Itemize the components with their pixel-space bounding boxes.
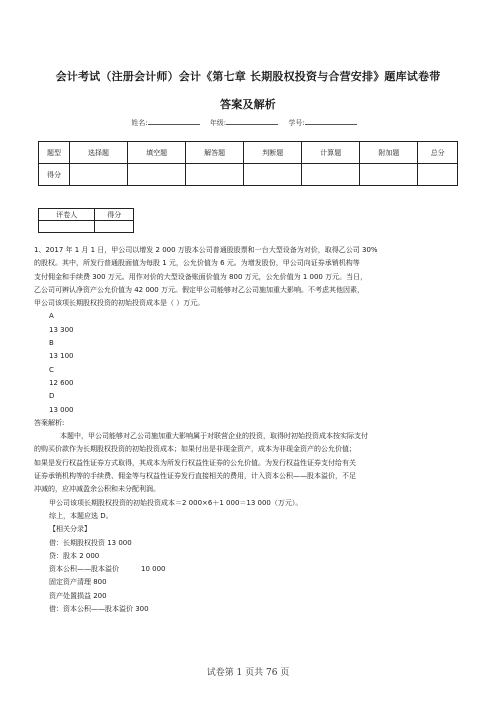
journal-entry xyxy=(34,550,464,563)
option-letter-a[interactable]: A xyxy=(49,312,54,321)
score-cell[interactable] xyxy=(128,164,186,186)
option-value-c: 12 600 xyxy=(49,378,74,387)
journal-entry-text: 贷：股本 2 000 xyxy=(49,551,100,560)
number-label: 学号: xyxy=(288,119,305,127)
analysis-conclusion: 综上，本题应选 D。 xyxy=(49,511,113,520)
number-blank[interactable] xyxy=(305,117,357,125)
grader-table xyxy=(38,208,134,233)
score-table xyxy=(38,141,458,186)
option-value-b: 13 100 xyxy=(49,352,74,361)
score-cell[interactable] xyxy=(70,164,128,186)
score-cell[interactable] xyxy=(186,164,244,186)
question-line: 甲公司该项长期股权投资的初始投资成本是（ ）万元。 xyxy=(34,299,205,308)
score-header-cell: 选择题 xyxy=(70,142,128,164)
question-line: 1、2017 年 1 月 1 日，甲公司以增发 2 000 万股本公司普通股股票和一台大型设备为对价，取得乙公司 30% xyxy=(34,246,378,254)
score-header-cell: 计算题 xyxy=(302,142,360,164)
option-value-d: 13 000 xyxy=(49,405,74,414)
journal-entry-text: 借：长期股权投资 13 000 xyxy=(49,538,132,547)
score-header-cell: 题型 xyxy=(39,142,70,164)
journal-entry xyxy=(34,537,464,550)
grader-header-row xyxy=(39,209,134,221)
score-cell[interactable] xyxy=(418,164,458,186)
option-value-a: 13 300 xyxy=(49,325,74,334)
exam-title-line1: 会计考试（注册会计师）会计《第七章 长期股权投资与合营安排》题库试卷带 xyxy=(55,70,441,83)
page-footer: 试卷第 1 页共 76 页 xyxy=(206,668,290,678)
exam-title-line2: 答案及解析 xyxy=(220,98,276,111)
score-cell[interactable] xyxy=(244,164,302,186)
journal-entry xyxy=(34,563,464,576)
score-value-row xyxy=(39,164,458,186)
journal-entry-text: 资本公积——股本溢价 xyxy=(49,565,119,574)
option-letter-d[interactable]: D xyxy=(49,392,55,401)
option-letter-c[interactable]: C xyxy=(49,365,54,374)
score-header-cell: 判断题 xyxy=(244,142,302,164)
journal-entry xyxy=(34,576,464,589)
question-line: 的股权。其中，所发行普通股面值为每股 1 元，公允价值为 6 元。为增发股份，甲公司向证券承销机构等 xyxy=(34,259,360,268)
score-header-cell: 填空题 xyxy=(128,142,186,164)
analysis-line: 冲减的，应冲减盈余公积和未分配利润。 xyxy=(34,485,160,494)
analysis-line: 如果是发行权益性证券方式取得，其成本为所发行权益性证券的公允价值。为发行权益性证券支付给有关 xyxy=(34,458,356,467)
option-letter-b[interactable]: B xyxy=(49,339,54,348)
score-row-label: 得分 xyxy=(39,164,70,186)
journal-entry-text: 固定资产清理 800 xyxy=(49,578,107,587)
score-header-cell: 总分 xyxy=(418,142,458,164)
score-header-row xyxy=(39,142,458,164)
grader-header-cell: 得分 xyxy=(95,209,134,221)
journal-entry-text: 借：资本公积——股本溢价 300 xyxy=(49,605,149,614)
name-blank[interactable] xyxy=(148,117,200,125)
grade-blank[interactable] xyxy=(226,117,278,125)
journal-entry-text: 资产处置损益 200 xyxy=(49,591,107,600)
analysis-line: 的购买价款作为长期股权投资的初始投资成本；如果付出是非现金资产，成本为非现金资产的公允价值； xyxy=(34,445,356,454)
analysis-line: 证券承销机构等的手续费、佣金等与权益性证券发行直接相关的费用，计入资本公积——股本溢价，不足 xyxy=(34,472,356,481)
name-label: 姓名: xyxy=(131,119,148,127)
score-header-cell: 附加题 xyxy=(360,142,418,164)
grader-value-row xyxy=(39,221,134,233)
grade-label: 年级: xyxy=(209,119,227,127)
score-header-cell: 解答题 xyxy=(186,142,244,164)
grader-cell[interactable] xyxy=(39,221,95,233)
score-cell[interactable] xyxy=(360,164,418,186)
journal-entry xyxy=(34,603,464,616)
question-line: 支付佣金和手续费 300 万元。用作对价的大型设备账面价值为 800 万元，公允价值为 1 000 万元。当日， xyxy=(34,272,368,281)
grader-cell[interactable] xyxy=(95,221,134,233)
analysis-formula: 甲公司该项长期股权投资的初始投资成本＝2 000×6＋1 000＝13 000（万元）。 xyxy=(49,498,303,507)
journal-entry-amount: 10 000 xyxy=(141,565,166,574)
journal-entry xyxy=(34,590,464,603)
analysis-line: 本题中，甲公司能够对乙公司施加重大影响属于对联营企业的投资，取得时初始投资成本按实际支付 xyxy=(60,432,368,441)
question-body xyxy=(34,244,464,616)
student-info xyxy=(0,117,496,128)
question-line: 乙公司可辨认净资产公允价值为 42 000 万元。假定甲公司能够对乙公司施加重大影响。不考虑其他因素， xyxy=(34,285,364,294)
grader-header-cell: 评卷人 xyxy=(39,209,95,221)
entries-heading: 【相关分录】 xyxy=(49,525,91,534)
analysis-heading: 答案解析: xyxy=(34,418,65,427)
score-cell[interactable] xyxy=(302,164,360,186)
